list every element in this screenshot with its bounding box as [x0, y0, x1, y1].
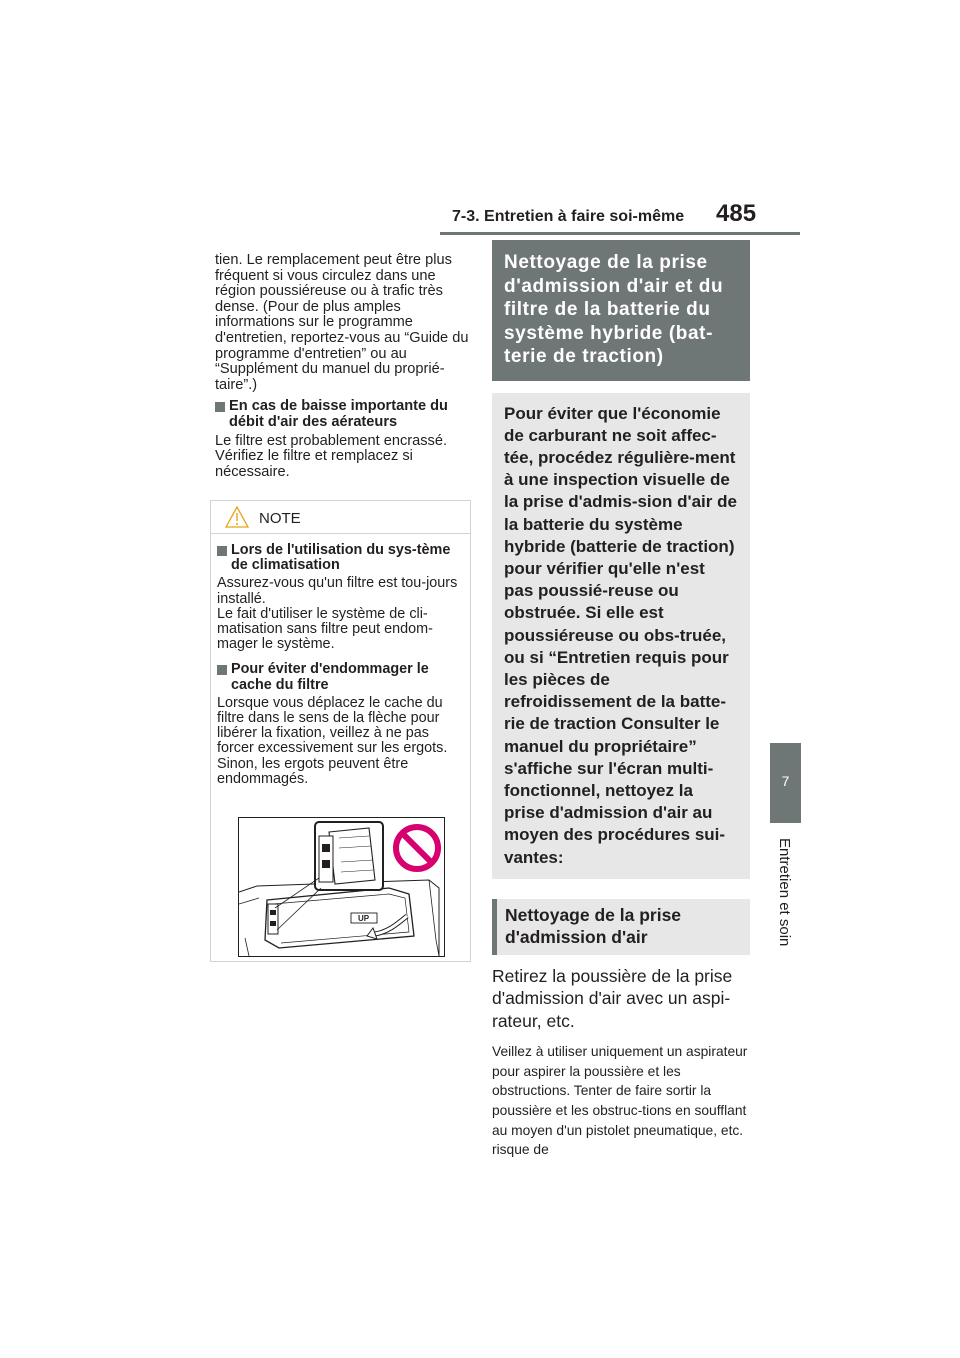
chapter-tab: [770, 743, 801, 823]
intro-box: Pour éviter que l'économie de carburant ne soit affec-tée, procédez régulière-ment à une inspection visuelle de la prise d'admis-sion d'air de la batterie du système hybride (batterie de traction) pour vérifier qu'elle n'est pas poussié-reuse ou obstruée. Si elle est poussiéreuse ou obs-truée, ou si “Entretien requis pour les pièces de refroidissement de la batte-rie de traction Consulter le manuel du propriétaire” s'affiche sur l'écran multi-fonctionnel, nettoyez la prise d'admission d'air au moyen des procédures sui-vantes:: [492, 393, 750, 879]
note-item-heading: [217, 662, 462, 692]
bullet-square-icon: [217, 665, 227, 675]
page-number: 485: [716, 200, 757, 227]
filter-cover-illustration: [238, 817, 445, 957]
note-item-heading: [217, 543, 462, 573]
warning-triangle-icon: [225, 506, 249, 528]
instruction-text: Retirez la poussière de la prise d'admission d'air avec un aspi-rateur, etc.: [492, 965, 733, 1031]
note-body: [211, 534, 470, 787]
bullet-square-icon: [217, 546, 227, 556]
section-title: 7-3. Entretien à faire soi-même: [452, 208, 685, 225]
note-item-text: Lorsque vous déplacez le cache du filtre dans le sens de la flèche pour libérer la fixation, veillez à ne pas forcer excessivement sur les ergots. Sinon, les ergots peuvent être endommagés.: [217, 694, 448, 787]
continuation-paragraph: tien. Le remplacement peut être plus fréquent si vous circulez dans une région poussiéreuse ou à trafic très dense. (Pour de plus amples informations sur le programme d'entretien, reportez-vous au “Guide du programme d'entretien” ou au “Supplément du manuel du proprié-taire”.): [215, 252, 469, 393]
header-rule: [440, 232, 800, 235]
chapter-label-text: Entretien et soin: [776, 838, 793, 947]
left-column: [215, 253, 470, 486]
right-column: [492, 240, 750, 1160]
bullet-heading-text: En cas de baisse importante du débit d'air des aérateurs: [229, 398, 448, 430]
bullet-paragraph: Le filtre est probablement encrassé. Vérifiez le filtre et remplacez si nécessaire.: [215, 432, 448, 480]
note-title: NOTE: [259, 510, 301, 527]
note-item-text: Assurez-vous qu'un filtre est tou-jours installé. Le fait d'utiliser le système de cli-matisation sans filtre peut endom-mager le système.: [217, 575, 458, 653]
section-banner: Nettoyage de la prise d'admission d'air et du filtre de la batterie du système hybride (bat-terie de traction): [492, 240, 750, 381]
note-box: [210, 500, 471, 962]
filter-cover-drawing: [239, 818, 444, 956]
note-header: [211, 501, 470, 534]
caution-text: Veillez à utiliser uniquement un aspirateur pour aspirer la poussière et les obstructions. Tenter de faire sortir la poussière et les obstruc-tions en soufflant au moyen d'un pistolet pneumatique, etc. risque de: [492, 1044, 748, 1158]
subsection-heading: Nettoyage de la prise d'admission d'air: [492, 899, 750, 955]
chapter-label: [772, 838, 798, 947]
bullet-heading: [215, 399, 470, 430]
note-item-heading-text: Pour éviter d'endommager le cache du filtre: [231, 661, 429, 693]
note-item-heading-text: Lors de l'utilisation du sys-tème de climatisation: [231, 542, 451, 574]
chapter-number: 7: [781, 773, 790, 789]
up-label: UP: [358, 914, 370, 923]
bullet-square-icon: [215, 402, 225, 412]
